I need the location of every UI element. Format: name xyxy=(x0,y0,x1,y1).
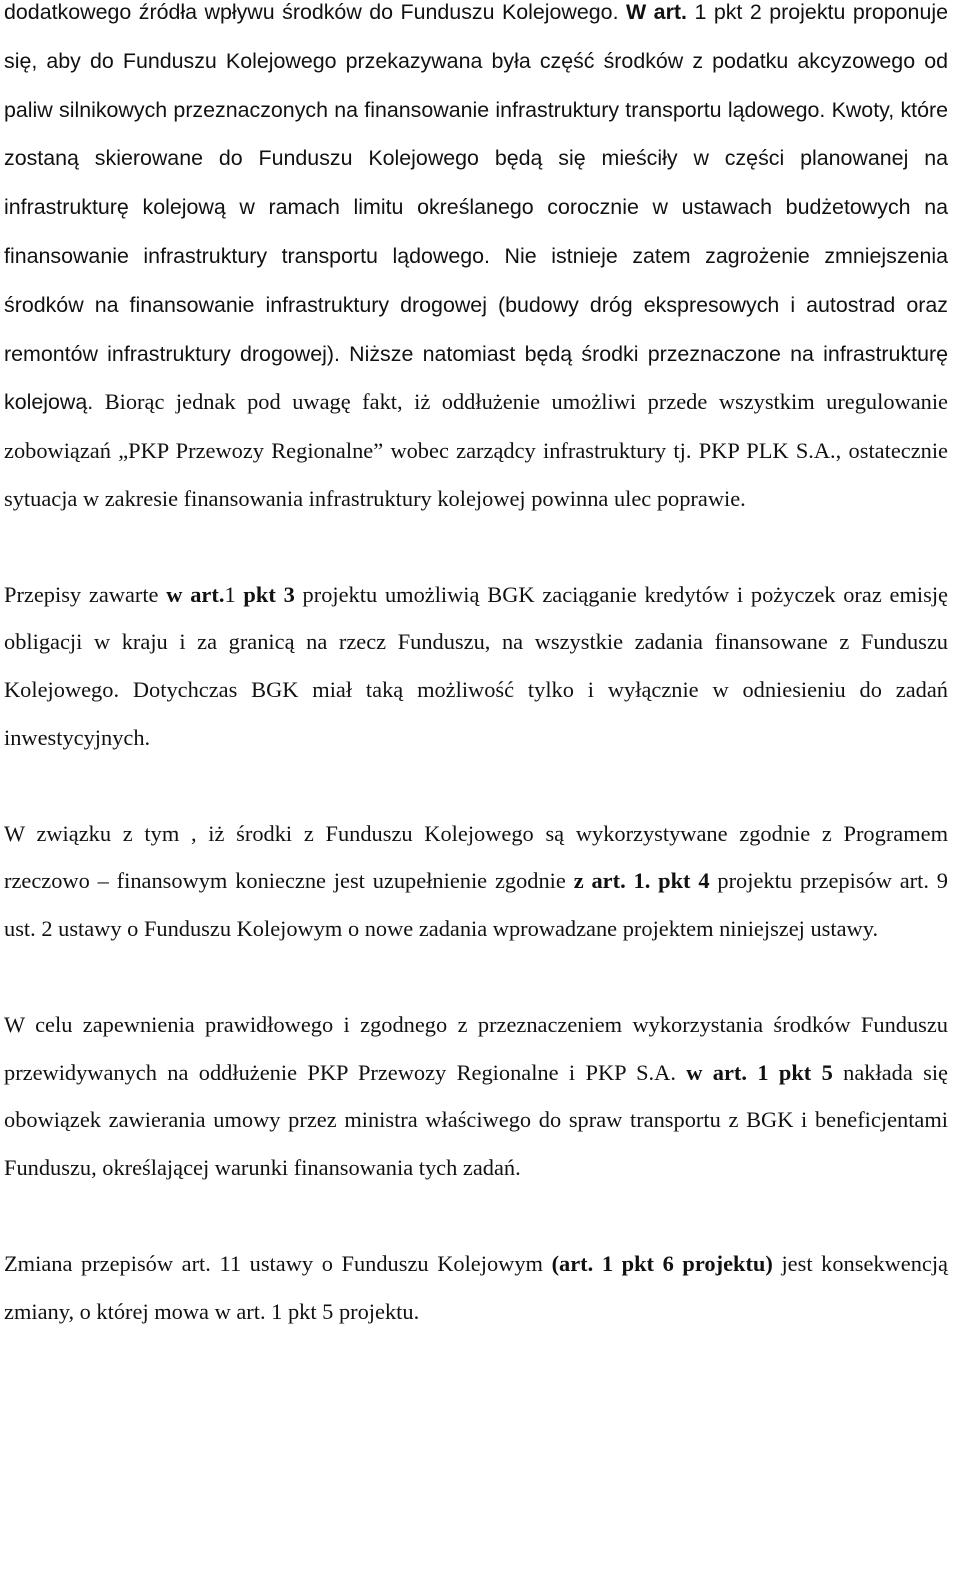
paragraph-bgk-credits xyxy=(4,571,948,762)
text-segment: W związku z tym , iż środki z Funduszu Kolejowego są wykorzystywane zgodnie z Programem rzeczowo – finansowym konieczne jest uzupełnienie zgodnie xyxy=(4,820,948,894)
article-reference: w art. 1 pkt 5 xyxy=(686,1059,833,1085)
paragraph-material-financial-program xyxy=(4,810,948,953)
text-segment: 1 pkt 2 projektu proponuje się, aby do Funduszu Kolejowego przekazywana była część środków z podatku akcyzowego od paliw silnikowych przeznaczonych na finansowanie infrastruktury transportu lądowego. Kwoty, które zostaną skierowane do Funduszu Kolejowego będą się mieściły w części planowanej na infrastrukturę kolejową w ramach limitu określanego corocznie w ustawach budżetowych na finansowanie infrastruktury transportu lądowego. Nie istnieje zatem zagrożenie zmniejszenia środków na finansowanie infrastruktury drogowej (budowy dróg ekspresowych i autostrad oraz remontów infrastruktury drogowej). Niższe natomiast będą środki przeznaczone na infrastrukturę kolejową. xyxy=(4,0,948,415)
article-reference: z art. 1. pkt 4 xyxy=(573,868,710,894)
text-segment: Zmiana przepisów art. 11 ustawy o Funduszu Kolejowym xyxy=(4,1250,552,1276)
text-segment: dodatkowego źródła wpływu środków do Funduszu Kolejowego. xyxy=(4,0,626,24)
article-reference: W art. xyxy=(626,0,687,24)
paragraph-fund-agreement xyxy=(4,1001,948,1192)
text-segment: Biorąc jednak pod uwagę fakt, iż oddłużenie umożliwi przede wszystkim uregulowanie zobowiązań „PKP Przewozy Regionalne” wobec zarządcy infrastruktury tj. PKP PLK S.A., ostatecznie sytuacja w zakresie finansowania infrastruktury kolejowej powinna ulec poprawie. xyxy=(4,389,948,511)
text-segment: projektu przepisów art. 9 ust. 2 ustawy o Funduszu Kolejowym o nowe zadania wprowadzane projektem niniejszej ustawy. xyxy=(4,868,948,942)
article-reference: w art. xyxy=(166,581,225,607)
text-segment: nakłada się obowiązek zawierania umowy przez ministra właściwego do spraw transportu z BGK i beneficjentami Funduszu, określającej warunki finansowania tych zadań. xyxy=(4,1059,948,1181)
text-segment: W celu zapewnienia prawidłowego i zgodnego z przeznaczeniem wykorzystania środków Funduszu przewidywanych na oddłużenie PKP Przewozy Regionalne i PKP S.A. xyxy=(4,1011,948,1085)
text-segment: jest konsekwencją zmiany, o której mowa w art. 1 pkt 5 projektu. xyxy=(4,1250,948,1324)
text-segment: Przepisy zawarte xyxy=(4,581,167,607)
article-reference: pkt 3 xyxy=(243,581,295,607)
text-segment: 1 xyxy=(224,581,244,607)
article-reference: (art. 1 pkt 6 projektu) xyxy=(551,1250,773,1276)
document-page xyxy=(4,0,948,1335)
paragraph-railway-fund-sources xyxy=(4,0,948,523)
paragraph-article-11-change xyxy=(4,1240,948,1336)
text-segment: projektu umożliwią BGK zaciąganie kredytów i pożyczek oraz emisję obligacji w kraju i za granicą na rzecz Funduszu, na wszystkie zadania finansowane z Funduszu Kolejowego. Dotychczas BGK miał taką możliwość tylko i wyłącznie w odniesieniu do zadań inwestycyjnych. xyxy=(4,581,948,750)
